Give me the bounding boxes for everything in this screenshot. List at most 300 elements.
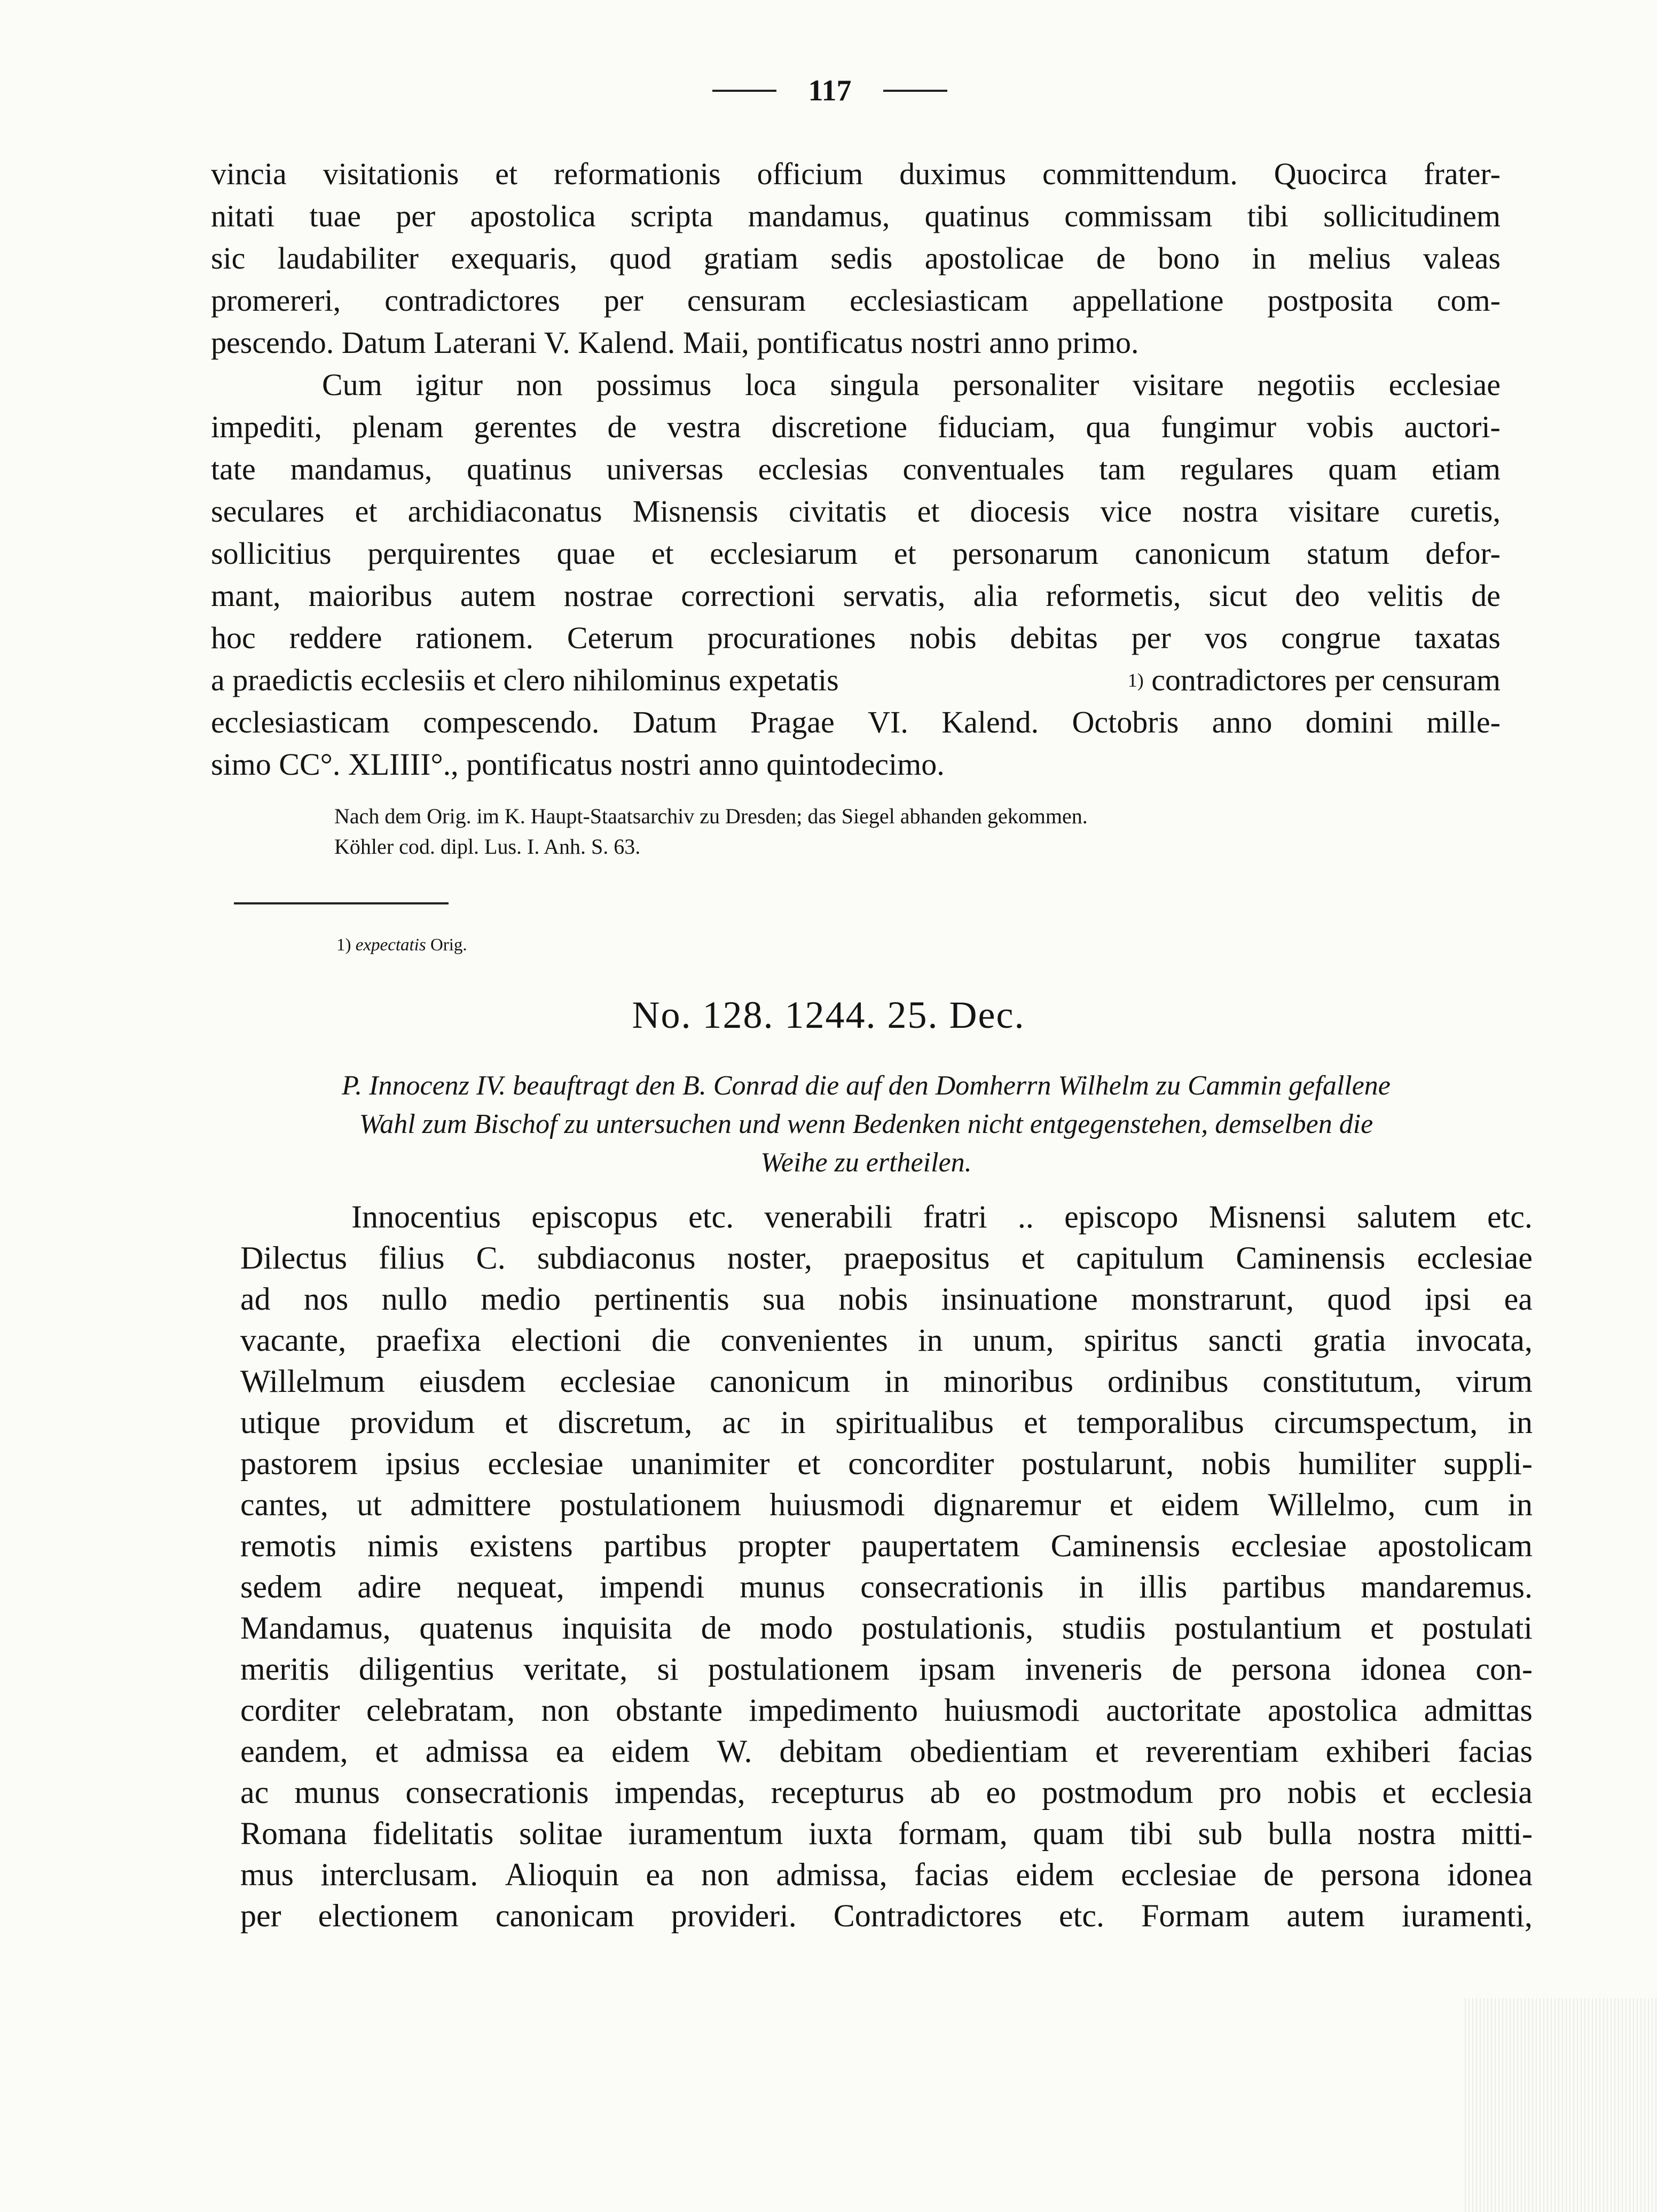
word: veritate, [523, 1651, 628, 1687]
text-line [240, 1895, 1533, 1936]
word: mille- [1426, 704, 1501, 739]
word: ecclesiae [1417, 1240, 1533, 1276]
word: facias [914, 1856, 989, 1892]
word: et [917, 493, 940, 529]
word: nostra [1182, 493, 1258, 529]
word: vestra [667, 409, 741, 444]
text-line [240, 1730, 1533, 1772]
word: Pragae [750, 704, 835, 739]
summary-line: Wahl zum Bischof zu untersuchen und wenn Bedenken nicht entgegenstehen, demselben die [359, 1109, 1373, 1139]
word: laudabiliter [277, 240, 419, 275]
word: monstrarunt, [1131, 1281, 1294, 1317]
word: diocesis [970, 493, 1070, 529]
text-segment-before: a praedictis ecclesiis et clero nihilominus expetatis [211, 662, 839, 697]
body-text-top [211, 153, 1501, 785]
word: bulla [1268, 1815, 1332, 1851]
text-line [240, 1648, 1533, 1689]
word: concorditer [848, 1445, 994, 1481]
word: iuramenti, [1402, 1898, 1533, 1933]
word: vincia [211, 156, 287, 191]
word: domini [1305, 704, 1394, 739]
word: eidem [611, 1733, 690, 1769]
word: capitulum [1076, 1240, 1205, 1276]
word: ipsi [1424, 1281, 1471, 1317]
word: dignaremur [933, 1486, 1081, 1522]
word: qua [1086, 409, 1131, 444]
word: rationem. [415, 620, 534, 655]
footnote-word: expectatis [355, 935, 426, 955]
word: electionem [318, 1898, 459, 1933]
word: et [1095, 1733, 1119, 1769]
text-line [211, 701, 1501, 743]
word: apostolica [470, 198, 596, 233]
word: servatis, [843, 578, 946, 613]
word: spiritus [1083, 1322, 1179, 1358]
word: subdiaconus [537, 1240, 696, 1276]
word: quatinus [924, 198, 1030, 233]
word: procurationes [707, 620, 876, 655]
word: per [396, 198, 436, 233]
word: vobis [1306, 409, 1374, 444]
word: unum, [972, 1322, 1054, 1358]
word: eandem, [240, 1733, 348, 1769]
word: melius [1308, 240, 1391, 275]
word: celebratam, [366, 1692, 515, 1728]
word: quod [1327, 1281, 1392, 1317]
word: et [1370, 1610, 1394, 1646]
word: ecclesia [1431, 1774, 1533, 1810]
word: inveneris [1025, 1651, 1143, 1687]
word: apostolica [1267, 1692, 1398, 1728]
word: utique [240, 1404, 320, 1440]
word: quatinus [467, 451, 572, 486]
word: scripta [630, 198, 713, 233]
word: velitis [1368, 578, 1443, 613]
word: frater- [1424, 156, 1501, 191]
word: temporalibus [1077, 1404, 1244, 1440]
word: universas [606, 451, 724, 486]
word: ecclesiae [488, 1445, 603, 1481]
word: in [1079, 1569, 1104, 1604]
word: Willelmo, [1268, 1486, 1396, 1522]
word: sollicitius [211, 536, 332, 571]
word: sedis [830, 240, 893, 275]
text-line [211, 448, 1501, 490]
text-line [211, 279, 1501, 321]
word: et [1382, 1774, 1405, 1810]
word: salutem [1357, 1199, 1457, 1234]
word: tam [1099, 451, 1146, 486]
word: pro [1219, 1774, 1262, 1810]
word: postmodum [1042, 1774, 1193, 1810]
word: discretione [771, 409, 908, 444]
word: nobis [1287, 1774, 1357, 1810]
word: conventuales [902, 451, 1065, 486]
word: episcopo [1064, 1199, 1179, 1234]
text-line [211, 574, 1501, 617]
word: de [1263, 1856, 1294, 1892]
word: partibus [603, 1528, 707, 1563]
body-text-bottom [240, 1196, 1533, 1936]
footnote-mark: 1) [336, 935, 351, 955]
word: Misnensi [1208, 1199, 1326, 1234]
word: filius [379, 1240, 445, 1276]
word: postulationem [708, 1651, 890, 1687]
text-line [240, 1237, 1533, 1278]
word: eiusdem [419, 1363, 526, 1399]
word: admittas [1424, 1692, 1533, 1728]
word: exhiberi [1325, 1733, 1431, 1769]
text-line [211, 406, 1501, 448]
word: censuram [687, 282, 806, 318]
word: personarum [952, 536, 1099, 571]
word: obstante [616, 1692, 723, 1728]
word: etc. [688, 1199, 734, 1234]
word: obedientiam [909, 1733, 1069, 1769]
word: formam, [898, 1815, 1008, 1851]
text-line [211, 237, 1501, 279]
word: existens [469, 1528, 573, 1563]
word: propter [737, 1528, 831, 1563]
word: Romana [240, 1815, 347, 1851]
word: tibi [1129, 1815, 1173, 1851]
word: autem [1286, 1898, 1365, 1933]
word: congrue [1281, 620, 1381, 655]
text-line [211, 532, 1501, 574]
word: reformationis [554, 156, 721, 191]
word: ipsam [918, 1651, 996, 1687]
page-number [712, 74, 947, 108]
word: quod [609, 240, 672, 275]
word: et [505, 1404, 528, 1440]
word: tibi [1247, 198, 1289, 233]
footnote-rule [234, 902, 449, 904]
word: ecclesiae [1121, 1856, 1237, 1892]
word: gerentes [474, 409, 577, 444]
word: ac [722, 1404, 751, 1440]
word: alia [973, 578, 1018, 613]
word: partibus [1222, 1569, 1326, 1604]
word: munus [294, 1774, 380, 1810]
word: impediti, [211, 409, 322, 444]
word: regulares [1180, 451, 1294, 486]
text-line [240, 1566, 1533, 1607]
word: nobis [1201, 1445, 1271, 1481]
word: gratia [1313, 1322, 1386, 1358]
word: postposita [1267, 282, 1393, 318]
word: praefixa [376, 1322, 481, 1358]
word: nequeat, [457, 1569, 564, 1604]
word: mitti- [1461, 1815, 1533, 1851]
footnote-reference: 1) [1127, 669, 1144, 691]
word: per [240, 1898, 281, 1933]
word: in [884, 1363, 909, 1399]
word: unanimiter [631, 1445, 770, 1481]
word: modo [760, 1610, 833, 1646]
word: Quocirca [1274, 156, 1388, 191]
word: munus [740, 1569, 826, 1604]
word: sub [1198, 1815, 1243, 1851]
word: provideri. [671, 1898, 797, 1933]
word: visitare [1132, 367, 1224, 402]
word: eidem [1161, 1486, 1239, 1522]
source-note-line: Köhler cod. dipl. Lus. I. Anh. S. 63. [334, 834, 641, 859]
summary-line: Weihe zu ertheilen. [760, 1147, 972, 1178]
text-line [240, 1854, 1533, 1895]
word: Caminensis [1236, 1240, 1386, 1276]
word: non [541, 1692, 590, 1728]
word: idonea [1447, 1856, 1533, 1892]
word: die [651, 1322, 691, 1358]
word: apostolicae [924, 240, 1064, 275]
word: de [1096, 240, 1126, 275]
word: pastorem [240, 1445, 358, 1481]
word: negotiis [1257, 367, 1356, 402]
word: et [495, 156, 518, 191]
word: interclusam. [320, 1856, 478, 1892]
text-line [240, 1772, 1533, 1813]
word: bono [1158, 240, 1220, 275]
word: si [657, 1651, 679, 1687]
word: ecclesiasticam [211, 704, 390, 739]
text-line [240, 1813, 1533, 1854]
word: huiusmodi [769, 1486, 905, 1522]
word: seculares [211, 493, 325, 529]
word: pertinentis [594, 1281, 729, 1317]
word: ordinibus [1107, 1363, 1229, 1399]
text-line [240, 1607, 1533, 1648]
word: reddere [289, 620, 382, 655]
summary-line: P. Innocenz IV. beauftragt den B. Conrad die auf den Domherrn Wilhelm zu Cammin gefallene [342, 1070, 1391, 1101]
word: fidelitatis [372, 1815, 494, 1851]
word: Misnensis [632, 493, 758, 529]
document-heading: No. 128. 1244. 25. Dec. [632, 994, 1025, 1036]
word: Octobris [1072, 704, 1179, 739]
word: minoribus [943, 1363, 1073, 1399]
word: vacante, [240, 1322, 347, 1358]
word: circumspectum, [1274, 1404, 1478, 1440]
text-line [240, 1689, 1533, 1730]
word: convenientes [720, 1322, 888, 1358]
word: curetis, [1410, 493, 1501, 529]
word: ea [1504, 1281, 1533, 1317]
word: providum [350, 1404, 475, 1440]
word: auctori- [1404, 409, 1501, 444]
word: illis [1139, 1569, 1188, 1604]
word: mant, [211, 578, 281, 613]
text-segment-after: contradictores per censuram [1143, 662, 1501, 697]
word: promereri, [211, 282, 341, 318]
word: plenam [352, 409, 444, 444]
word: autem [460, 578, 536, 613]
footnote [336, 935, 467, 955]
word: defor- [1425, 536, 1501, 571]
word: ut [357, 1486, 382, 1522]
word: Willelmum [240, 1363, 385, 1399]
word: iuxta [808, 1815, 873, 1851]
word: eo [986, 1774, 1016, 1810]
word: per [1131, 620, 1171, 655]
word: canonicum [1134, 536, 1271, 571]
word: singula [830, 367, 920, 402]
word: Cum [322, 367, 382, 402]
page-number-dash-left [712, 90, 776, 92]
text-line [211, 617, 1501, 659]
document-summary [235, 1067, 1497, 1182]
word: in [917, 1322, 943, 1358]
word: et [1109, 1486, 1133, 1522]
word: perquirentes [367, 536, 521, 571]
source-note [334, 801, 1088, 862]
word: iuramentum [628, 1815, 783, 1851]
text-line [211, 195, 1501, 237]
word: nobis [838, 1281, 908, 1317]
word: nitati [211, 198, 275, 233]
word: diligentius [358, 1651, 494, 1687]
word: facias [1458, 1733, 1533, 1769]
text-line [240, 1525, 1533, 1566]
word: quatenus [419, 1610, 533, 1646]
word: ipsius [385, 1445, 460, 1481]
word: persona [1321, 1856, 1420, 1892]
word: admittere [410, 1486, 531, 1522]
word: in [1252, 240, 1276, 275]
word: tate [211, 451, 256, 486]
text-line [240, 1278, 1533, 1319]
word: ecclesiae [1388, 367, 1501, 402]
word: ac [240, 1774, 269, 1810]
text-line [211, 490, 1501, 532]
word: noster, [727, 1240, 812, 1276]
word: anno [1212, 704, 1273, 739]
word: et [1021, 1240, 1045, 1276]
word: consecrationis [405, 1774, 589, 1810]
word: non [701, 1856, 749, 1892]
word: canonicam [495, 1898, 634, 1933]
word: fratri [923, 1199, 987, 1234]
word: etc. [1487, 1199, 1533, 1234]
word: inquisita [562, 1610, 672, 1646]
word: cantes, [240, 1486, 328, 1522]
word: Alioquin [505, 1856, 619, 1892]
word: postularunt, [1022, 1445, 1174, 1481]
word: sancti [1208, 1322, 1283, 1358]
word: mandamus, [748, 198, 890, 233]
word: et [355, 493, 378, 529]
word: praepositus [844, 1240, 990, 1276]
word: mandaremus. [1361, 1569, 1533, 1604]
word: auctoritate [1106, 1692, 1242, 1728]
word: visitare [1289, 493, 1380, 529]
word: quam [1328, 451, 1397, 486]
word: per [603, 282, 643, 318]
word: quam [1033, 1815, 1104, 1851]
word: contradictores [384, 282, 560, 318]
word: canonicum [709, 1363, 851, 1399]
footnote-source: Orig. [430, 935, 467, 955]
text-segment [211, 662, 1128, 697]
word: suppli- [1443, 1445, 1533, 1481]
word: venerabili [764, 1199, 893, 1234]
word: gratiam [703, 240, 798, 275]
text-line [240, 1360, 1533, 1402]
word: tuae [309, 198, 361, 233]
text-line [211, 364, 1501, 406]
word: Caminensis [1050, 1528, 1200, 1563]
word: Contradictores [833, 1898, 1022, 1933]
word: visitationis [323, 156, 459, 191]
word: insinuatione [941, 1281, 1098, 1317]
word: adire [357, 1569, 422, 1604]
word: nullo [381, 1281, 447, 1317]
word: in [780, 1404, 806, 1440]
source-note-line: Nach dem Orig. im K. Haupt-Staatsarchiv zu Dresden; das Siegel abhanden gekommen. [334, 804, 1088, 828]
word: constitutum, [1262, 1363, 1422, 1399]
word: nostrae [563, 578, 654, 613]
word: ecclesiarum [710, 536, 858, 571]
word: nobis [909, 620, 977, 655]
word: compescendo. [423, 704, 600, 739]
word: ecclesias [758, 451, 868, 486]
word: etc. [1059, 1898, 1104, 1933]
text-line: pescendo. Datum Laterani V. Kalend. Maii, pontificatus nostri anno primo. [211, 325, 1139, 360]
word: etiam [1432, 451, 1501, 486]
word: reverentiam [1145, 1733, 1299, 1769]
word: admissa, [776, 1856, 888, 1892]
word: quae [556, 536, 616, 571]
word: committendum. [1042, 156, 1238, 191]
word: duximus [899, 156, 1007, 191]
word: in [1507, 1404, 1533, 1440]
word: Ceterum [567, 620, 674, 655]
word: et [375, 1733, 398, 1769]
word: sicut [1208, 578, 1268, 613]
word: vos [1204, 620, 1248, 655]
word: nimis [367, 1528, 439, 1563]
word: ecclesiae [560, 1363, 676, 1399]
word: W. [717, 1733, 752, 1769]
word: de [1471, 578, 1501, 613]
word: paupertatem [861, 1528, 1020, 1563]
word: huiusmodi [944, 1692, 1080, 1728]
word: de [607, 409, 637, 444]
word: sua [763, 1281, 805, 1317]
word: ad [240, 1281, 271, 1317]
word: correctioni [681, 578, 815, 613]
word: sedem [240, 1569, 323, 1604]
word: recepturus [771, 1774, 905, 1810]
word: nos [303, 1281, 349, 1317]
word: electioni [511, 1322, 622, 1358]
word: persona [1231, 1651, 1331, 1687]
word: episcopus [531, 1199, 658, 1234]
word: postulationis, [861, 1610, 1034, 1646]
word: igitur [415, 367, 483, 402]
word: spiritualibus [835, 1404, 994, 1440]
word: impendi [599, 1569, 705, 1604]
word: mus [240, 1856, 294, 1892]
word: possimus [596, 367, 712, 402]
word: apostolicam [1377, 1528, 1533, 1563]
text-line [240, 1484, 1533, 1525]
word: statum [1307, 536, 1389, 571]
word: corditer [240, 1692, 340, 1728]
text-line [211, 153, 1501, 195]
word: appellatione [1072, 282, 1224, 318]
word: ecclesiae [1231, 1528, 1347, 1563]
word: vice [1100, 493, 1152, 529]
word: remotis [240, 1528, 336, 1563]
